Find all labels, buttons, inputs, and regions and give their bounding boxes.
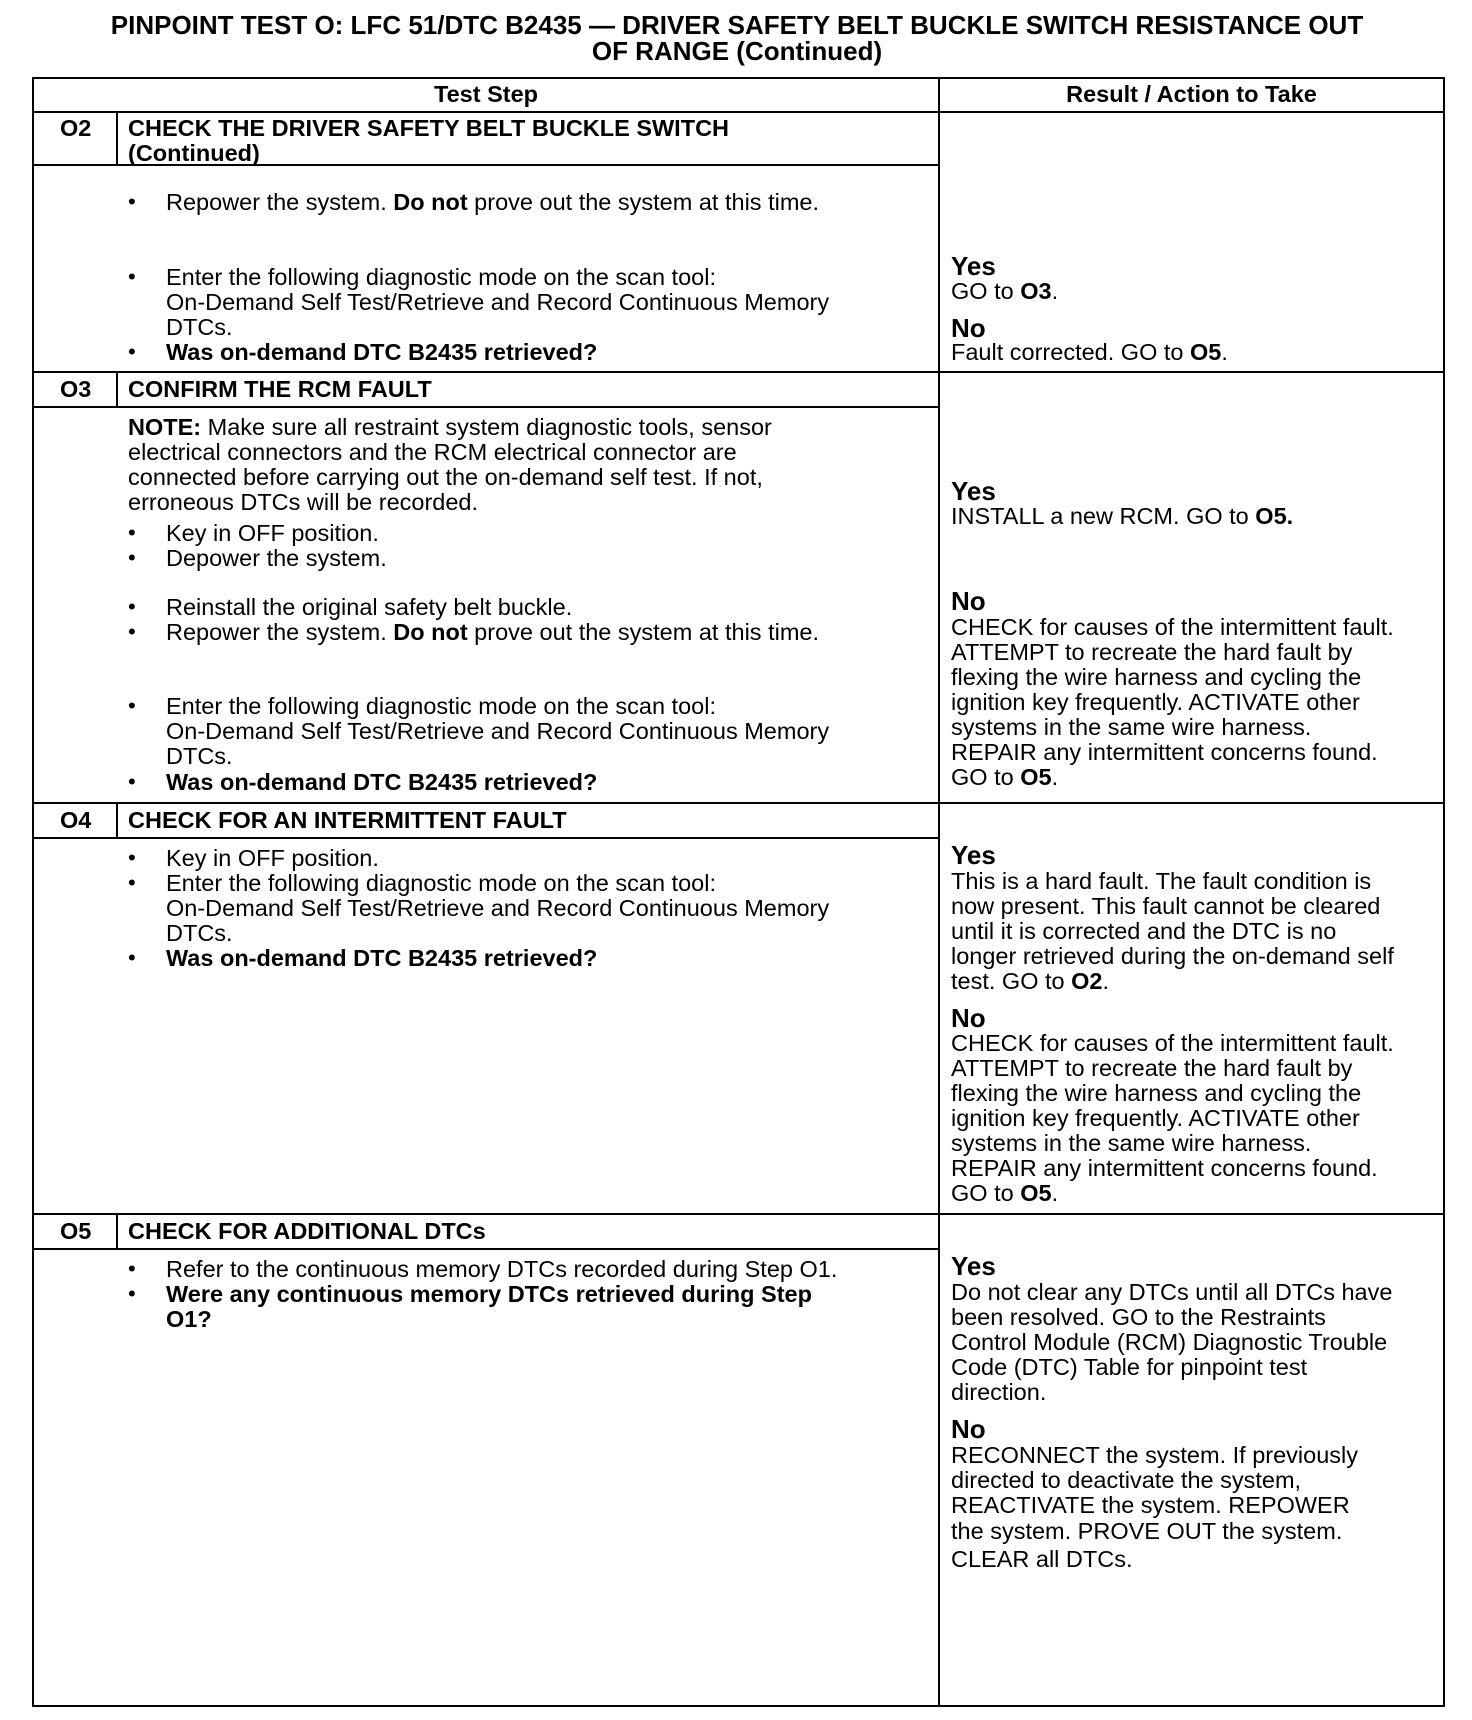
result-no-text: CLEAR all DTCs.: [951, 1546, 1133, 1572]
result-no-text: ignition key frequently. ACTIVATE other: [951, 1105, 1360, 1131]
step-id-divider-o2: [116, 113, 118, 165]
instruction-line: DTCs.: [166, 743, 233, 769]
instruction-line: Enter the following diagnostic mode on the scan tool:: [166, 870, 716, 896]
bullet-icon: •: [128, 264, 136, 289]
result-no-text: systems in the same wire harness.: [951, 714, 1312, 740]
bullet-icon: •: [128, 870, 136, 895]
result-no-label: No: [951, 586, 986, 616]
bullet-icon: •: [128, 1256, 136, 1281]
result-yes-text: Control Module (RCM) Diagnostic Trouble: [951, 1329, 1388, 1355]
pinpoint-test-table: [32, 77, 1445, 1707]
result-no-label: No: [951, 1414, 986, 1444]
result-no-text: CHECK for causes of the intermittent fault.: [951, 614, 1394, 640]
question-line: Was on-demand DTC B2435 retrieved?: [166, 769, 598, 795]
step-id-divider-o3: [116, 373, 118, 407]
step-id-divider-o4: [116, 804, 118, 838]
title-line-2: OF RANGE (Continued): [591, 36, 883, 66]
result-yes-text: Code (DTC) Table for pinpoint test: [951, 1354, 1308, 1380]
step-id: O5: [60, 1218, 92, 1244]
instruction-line: Depower the system.: [166, 545, 387, 571]
bullet-icon: •: [128, 769, 136, 794]
result-yes-text: Do not clear any DTCs until all DTCs have: [951, 1279, 1393, 1305]
result-yes-text: test. GO to O2.: [951, 968, 1110, 994]
step-heading-continued: (Continued): [128, 140, 260, 166]
result-yes-label: Yes: [951, 251, 996, 281]
page-title: [32, 12, 1442, 64]
result-no-text: flexing the wire harness and cycling the: [951, 1080, 1362, 1106]
note-line: erroneous DTCs will be recorded.: [128, 489, 479, 515]
instruction-line: On-Demand Self Test/Retrieve and Record Continuous Memory: [166, 895, 830, 921]
result-no-text: systems in the same wire harness.: [951, 1130, 1312, 1156]
question-line: Was on-demand DTC B2435 retrieved?: [166, 945, 598, 971]
result-yes-text: GO to O3.: [951, 278, 1059, 304]
step-id: O2: [60, 115, 92, 141]
column-header-result: Result / Action to Take: [1066, 81, 1317, 107]
result-no-text: GO to O5.: [951, 1180, 1059, 1206]
result-no-text: ATTEMPT to recreate the hard fault by: [951, 639, 1353, 665]
instruction-line: Repower the system. Do not prove out the system at this time.: [166, 619, 819, 645]
instruction-line: Refer to the continuous memory DTCs recorded during Step O1.: [166, 1256, 838, 1282]
result-yes-label: Yes: [951, 840, 996, 870]
result-no-text: REACTIVATE the system. REPOWER: [951, 1492, 1350, 1518]
bullet-icon: •: [128, 693, 136, 718]
instruction-line: Enter the following diagnostic mode on the scan tool:: [166, 264, 716, 290]
bullet-icon: •: [128, 339, 136, 364]
step-heading: CHECK FOR AN INTERMITTENT FAULT: [128, 807, 567, 833]
o5-heading-rule: [34, 1248, 938, 1250]
result-no-label: No: [951, 313, 986, 343]
result-yes-text: until it is corrected and the DTC is no: [951, 918, 1337, 944]
result-yes-text: been resolved. GO to the Restraints: [951, 1304, 1326, 1330]
o4-row-rule: [34, 802, 1443, 804]
instruction-line: DTCs.: [166, 920, 233, 946]
result-no-text: REPAIR any intermittent concerns found.: [951, 739, 1378, 765]
column-header-test-step: Test Step: [433, 81, 539, 107]
bullet-icon: •: [128, 845, 136, 870]
result-yes-label: Yes: [951, 1251, 996, 1281]
instruction-line: On-Demand Self Test/Retrieve and Record Continuous Memory: [166, 289, 830, 315]
step-heading: CHECK FOR ADDITIONAL DTCs: [128, 1218, 486, 1244]
step-id: O4: [60, 807, 92, 833]
instruction-line: Reinstall the original safety belt buckle.: [166, 594, 573, 620]
header-rule: [34, 111, 1443, 113]
result-no-text: flexing the wire harness and cycling the: [951, 664, 1362, 690]
title-line-1: PINPOINT TEST O: LFC 51/DTC B2435 — DRIVER SAFETY BELT BUCKLE SWITCH RESISTANCE OUT: [110, 10, 1364, 40]
instruction-line: Repower the system. Do not prove out the system at this time.: [166, 189, 819, 215]
instruction-line: Enter the following diagnostic mode on the scan tool:: [166, 693, 716, 719]
note-line: electrical connectors and the RCM electrical connector are: [128, 439, 737, 465]
bullet-icon: •: [128, 520, 136, 545]
o5-row-rule: [34, 1213, 1443, 1215]
result-no-text: ATTEMPT to recreate the hard fault by: [951, 1055, 1353, 1081]
step-heading: CHECK THE DRIVER SAFETY BELT BUCKLE SWITCH: [128, 115, 730, 141]
result-no-text: CHECK for causes of the intermittent fault.: [951, 1030, 1394, 1056]
result-yes-text: longer retrieved during the on-demand self: [951, 943, 1394, 969]
result-no-text: REPAIR any intermittent concerns found.: [951, 1155, 1378, 1181]
result-no-text: Fault corrected. GO to O5.: [951, 339, 1228, 365]
bullet-icon: •: [128, 189, 136, 214]
result-yes-text: direction.: [951, 1379, 1047, 1405]
result-no-text: directed to deactivate the system,: [951, 1467, 1302, 1493]
result-no-text: GO to O5.: [951, 764, 1059, 790]
column-divider: [938, 79, 940, 1705]
question-line: Was on-demand DTC B2435 retrieved?: [166, 339, 598, 365]
result-yes-text: now present. This fault cannot be cleared: [951, 893, 1381, 919]
result-no-text: the system. PROVE OUT the system.: [951, 1518, 1343, 1544]
o3-heading-rule: [34, 406, 938, 408]
question-line: O1?: [166, 1306, 212, 1332]
note-line: connected before carrying out the on-demand self test. If not,: [128, 464, 763, 490]
step-id: O3: [60, 376, 92, 402]
o4-heading-rule: [34, 837, 938, 839]
result-yes-text: INSTALL a new RCM. GO to O5.: [951, 503, 1294, 529]
step-id-divider-o5: [116, 1215, 118, 1249]
o3-row-rule: [34, 371, 1443, 373]
result-no-text: ignition key frequently. ACTIVATE other: [951, 689, 1360, 715]
question-line: Were any continuous memory DTCs retrieved during Step: [166, 1281, 812, 1307]
result-no-label: No: [951, 1003, 986, 1033]
instruction-line: On-Demand Self Test/Retrieve and Record Continuous Memory: [166, 718, 830, 744]
bullet-icon: •: [128, 619, 136, 644]
bullet-icon: •: [128, 594, 136, 619]
result-no-text: RECONNECT the system. If previously: [951, 1442, 1359, 1468]
instruction-line: Key in OFF position.: [166, 520, 379, 546]
instruction-line: DTCs.: [166, 314, 233, 340]
bullet-icon: •: [128, 1281, 136, 1306]
bullet-icon: •: [128, 945, 136, 970]
result-yes-label: Yes: [951, 476, 996, 506]
step-heading: CONFIRM THE RCM FAULT: [128, 376, 432, 402]
result-yes-text: This is a hard fault. The fault condition is: [951, 868, 1372, 894]
note-line: NOTE: Make sure all restraint system diagnostic tools, sensor: [128, 414, 772, 440]
instruction-line: Key in OFF position.: [166, 845, 379, 871]
bullet-icon: •: [128, 545, 136, 570]
